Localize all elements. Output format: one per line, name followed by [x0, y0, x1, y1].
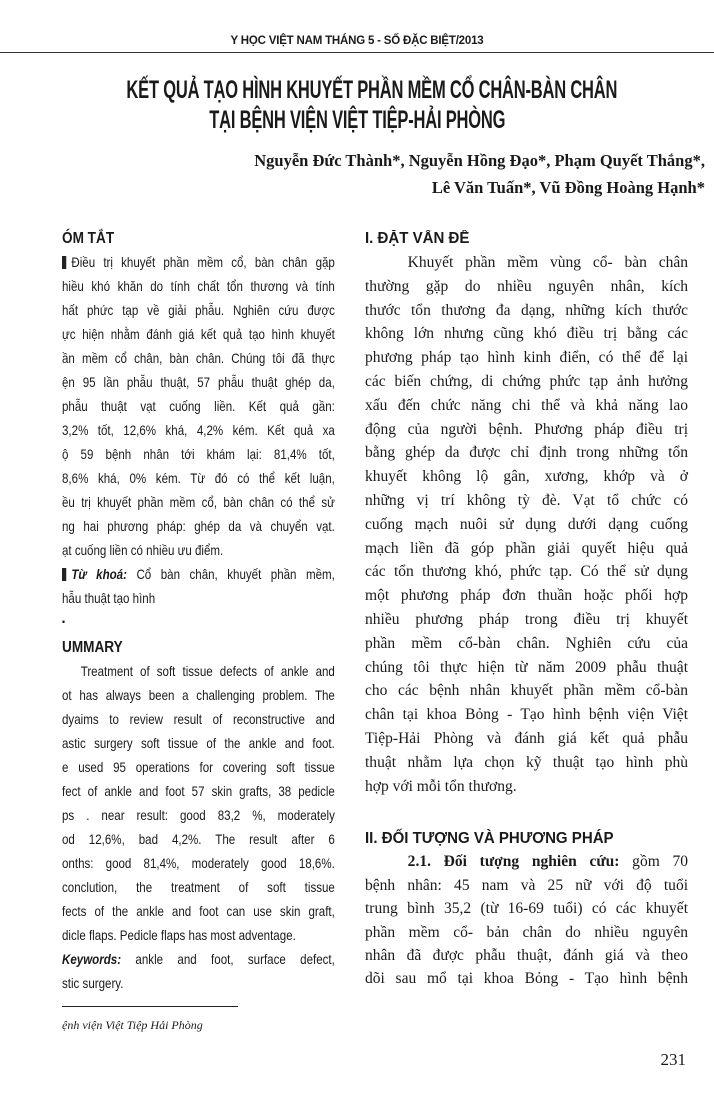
- footnote-affiliation: ệnh viện Việt Tiệp Hải Phòng: [62, 1018, 203, 1032]
- title-text: TẠI BỆNH VIỆN VIỆT TIỆP-HẢI PHÒNG: [208, 106, 505, 134]
- text-line: Tiệp-Hải Phòng và đánh giá kết quả phẫu: [365, 729, 689, 747]
- footnote-rule: [62, 1006, 238, 1007]
- text-line: nhân đã được phẫu thuật, đánh giá và theo: [365, 946, 689, 964]
- en-keywords-line: [62, 948, 335, 972]
- title-text: KẾT QUẢ TẠO HÌNH KHUYẾT PHẦN MỀM CỔ CHÂN-BÀN CHÂN: [126, 76, 618, 104]
- text-line: bệnh nhân: 45 nam và 25 nữ với độ tuổi: [365, 876, 689, 894]
- text-line: bằng ghép da được chỉ định trong những tổn: [365, 444, 689, 462]
- text-line: od 12,6%, bad 4,2%. The result after 6: [62, 832, 335, 847]
- keywords-label: Từ khoá:: [71, 567, 127, 582]
- text-line: fect of ankle and foot 57 skin grafts, 38 pedicle: [62, 784, 335, 799]
- text-line: phương pháp tạo hình kinh điển, có thể để lại: [365, 349, 689, 367]
- text-line: ạt cuống liền có nhiều ưu điểm.: [62, 543, 224, 558]
- section-2-heading: II. ĐỐI TƯỢNG VÀ PHƯƠNG PHÁP: [365, 830, 614, 848]
- text-line: ện 95 lần phẫu thuật, 57 phẫu thuật ghép da,: [62, 375, 335, 390]
- text-line: mạch liền đã góp phần giải quyết hiệu quả: [365, 539, 689, 557]
- text-line: 8,6% khá, 0% kém. Từ đó có thể kết luận,: [62, 471, 335, 486]
- text-line: dyaims to review result of reconstructive and: [62, 712, 335, 727]
- text-line: ần mềm cổ chân, bàn chân. Chúng tôi đã thực: [62, 351, 335, 366]
- text-line: ực hiện nhằm đánh giá kết quả tạo hình khuyết: [62, 327, 335, 342]
- abstract-heading: ÓM TẮT: [62, 230, 115, 247]
- text-line-content: Điều trị khuyết phần mềm cổ, bàn chân gặp: [71, 255, 335, 270]
- text-line: Khuyết phần mềm vùng cổ- bàn chân: [407, 254, 689, 271]
- text-line: ps . near result: good 83,2 %, moderately: [62, 808, 335, 823]
- right-column: [365, 226, 688, 991]
- text-line: hợp với mỗi tổn thương.: [365, 777, 517, 795]
- header-rule: [0, 52, 714, 53]
- text-line: chúng tôi thực hiện từ năm 2009 phẫu thuật: [365, 658, 689, 676]
- keywords-continued: hẫu thuật tạo hình: [62, 591, 156, 606]
- abstract-vietnamese: [62, 251, 335, 563]
- text-line: [62, 251, 335, 275]
- text-line: fects of the ankle and foot can use skin graft,: [62, 904, 335, 919]
- text-line: dõi sau mổ tại khoa Bỏng - Tạo hình bệnh: [365, 970, 689, 988]
- text-line: phẫu thuật vạt cuống liền. Kết quả gần:: [62, 399, 335, 414]
- left-column: [62, 226, 335, 996]
- text-line: hiều khó khăn do tính chất tổn thương và tính: [62, 279, 335, 294]
- abstract-english: [62, 660, 335, 948]
- text-line: ộ 59 bệnh nhân tới khám lại: 81,4% tốt,: [62, 447, 335, 462]
- text-line: phần mềm cổ- bản chân do nhiều nguyên: [365, 923, 689, 941]
- text-line: những vị trí không tỳ đè. Vạt tổ chức có: [365, 491, 689, 509]
- section-2-paragraph: [365, 850, 688, 990]
- text-line: các tổn thương khó, phức tạp. Có thể sử dụng: [365, 563, 689, 581]
- subsection-text: gồm 70: [619, 853, 689, 871]
- article-title-line-2: [0, 105, 714, 135]
- scan-artifact: [62, 256, 66, 269]
- summary-heading: UMMARY: [62, 639, 123, 656]
- keywords-text: Cổ bàn chân, khuyết phần mềm,: [126, 567, 335, 582]
- article-title-line-1: [0, 75, 714, 105]
- text-line: 3,2% tốt, 12,6% khá, 4,2% kém. Kết quả xa: [62, 423, 335, 438]
- journal-issue: Y HỌC VIỆT NAM THÁNG 5 - SỐ ĐẶC BIỆT/2013: [230, 35, 484, 47]
- keywords-line: [62, 563, 335, 587]
- text-line: ot has always been a challenging problem. The: [62, 688, 335, 703]
- text-line: không lớn nhưng cũng khó điều trị bằng các: [365, 325, 689, 343]
- text-line: dicle flaps. Pedicle flaps has most adventage.: [62, 928, 296, 943]
- text-line: nhiều phương pháp trong điều trị khuyết: [365, 610, 689, 628]
- en-keywords-continued: stic surgery.: [62, 976, 124, 991]
- scan-artifact: [62, 568, 66, 581]
- en-keywords-label: Keywords:: [62, 952, 122, 967]
- text-line: chân tại khoa Bỏng - Tạo hình bệnh viện Việt: [365, 706, 689, 724]
- text-line: e used 95 operations for covering soft tissue: [62, 760, 335, 775]
- bullet-mark: ▪: [62, 617, 66, 628]
- text-line: onths: good 81,4%, moderately good 18,6%.: [62, 856, 335, 871]
- page-number: 231: [660, 1050, 686, 1069]
- text-line: ng hai phương pháp: ghép da và chuyển vạt.: [62, 519, 335, 534]
- text-line: thuật nhằm lựa chọn kỹ thuật tạo hình phù: [365, 753, 689, 771]
- text-line: conclution, the treatment of soft tissue: [62, 880, 335, 895]
- text-line: cho các bệnh nhân khuyết phần mềm cổ-bàn: [365, 682, 689, 700]
- running-header: [0, 35, 714, 47]
- text-line: thường gặp do nhiều nguyên nhân, kích: [365, 277, 689, 295]
- text-line: xấu đến chức năng chi thể và khả năng lao: [365, 396, 689, 414]
- section-1-paragraph: [365, 251, 688, 798]
- section-1-heading: I. ĐẶT VẤN ĐỀ: [365, 230, 470, 247]
- text-line: các biến chứng, di chứng phức tạp ảnh hưởng: [365, 372, 689, 390]
- text-line: một phương pháp đơn thuần hoặc phối hợp: [365, 587, 689, 605]
- en-keywords-text: ankle and foot, surface defect,: [121, 952, 335, 967]
- authors-line-1: Nguyễn Đức Thành*, Nguyễn Hồng Đạo*, Phạm Quyết Thắng*,: [254, 151, 705, 170]
- text-line: phần mềm cổ-bàn chân. Nghiên cứu của: [365, 634, 689, 652]
- text-line: Treatment of soft tissue defects of ankle and: [80, 664, 335, 679]
- text-line: ều trị khuyết phần mềm cổ, bàn chân có thể sử: [62, 495, 335, 510]
- text-line: cuống mạch nuôi sử dụng dưới dạng cuống: [365, 515, 689, 533]
- authors-line-2: Lê Văn Tuấn*, Vũ Đồng Hoàng Hạnh*: [431, 178, 705, 197]
- subsection-first-line: [365, 850, 688, 873]
- text-line: trung bình 35,2 (từ 16-69 tuổi) có các khuyết: [365, 900, 689, 918]
- text-line: khuyết không lộ gân, xương, khớp và ở: [365, 468, 689, 486]
- text-line: động của người bệnh. Phương pháp điều trị: [365, 420, 689, 438]
- text-line: hất phức tạp về giải phẫu. Nghiên cứu được: [62, 303, 335, 318]
- text-line: thước tổn thương đa dạng, những kích thước: [365, 301, 689, 319]
- subsection-label: 2.1. Đối tượng nghiên cứu:: [407, 853, 620, 871]
- text-line: astic surgery soft tissue of the ankle and foot.: [62, 736, 335, 751]
